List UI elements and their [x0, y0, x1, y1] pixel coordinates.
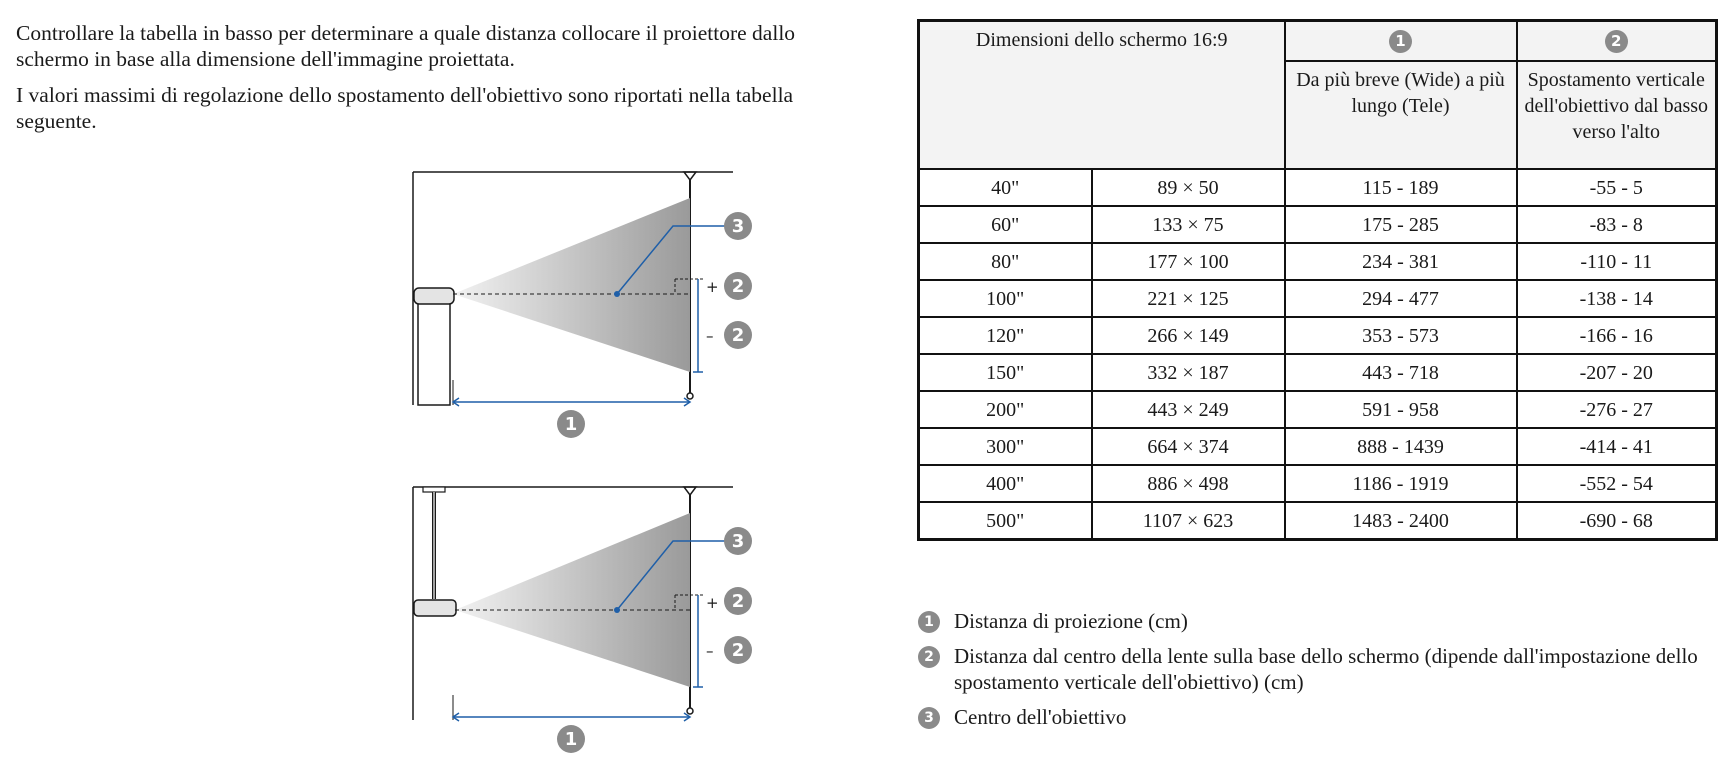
- cell-shift: -552 - 54: [1517, 465, 1717, 502]
- cell-distance: 443 - 718: [1285, 354, 1517, 391]
- callout-1-badge: [557, 725, 585, 753]
- cell-size: 150": [919, 354, 1092, 391]
- cell-distance: 1186 - 1919: [1285, 465, 1517, 502]
- cell-distance: 115 - 189: [1285, 169, 1517, 206]
- svg-text:3: 3: [731, 216, 745, 237]
- cell-dims: 886 × 498: [1092, 465, 1285, 502]
- table-row: [919, 428, 1717, 465]
- ceiling-plate: [423, 487, 445, 492]
- cell-distance: 175 - 285: [1285, 206, 1517, 243]
- cell-shift: -276 - 27: [1517, 391, 1717, 428]
- cell-distance: 234 - 381: [1285, 243, 1517, 280]
- table-row: [919, 280, 1717, 317]
- callout-2-badge-minus: [724, 321, 752, 349]
- minus-sign: –: [706, 642, 714, 660]
- svg-text:3: 3: [731, 531, 745, 552]
- cell-size: 400": [919, 465, 1092, 502]
- circled-number-2-icon: 2: [918, 646, 940, 668]
- projection-distance-table: [917, 19, 1718, 541]
- screen-mount-icon: [684, 172, 696, 180]
- svg-text:2: 2: [731, 325, 745, 346]
- intro-paragraph-2: I valori massimi di regolazione dello spostamento dell'obiettivo sono riportati nella tabella seguente.: [16, 83, 794, 133]
- header-projection-distance: Da più breve (Wide) a più lungo (Tele): [1285, 61, 1517, 169]
- legend-text: Distanza dal centro della lente sulla base dello schermo (dipende dall'impostazione dello spostamento verticale dell'obiettivo) (cm): [954, 644, 1698, 694]
- projector-icon: [414, 600, 456, 616]
- svg-text:2: 2: [731, 276, 745, 297]
- svg-text:2: 2: [731, 591, 745, 612]
- callout-2-badge-minus: [724, 636, 752, 664]
- circled-number-1-icon: 1: [1389, 30, 1412, 53]
- callout-2-badge-plus: [724, 587, 752, 615]
- cell-shift: -690 - 68: [1517, 502, 1717, 540]
- circled-number-3-icon: 3: [918, 707, 940, 729]
- cell-distance: 1483 - 2400: [1285, 502, 1517, 540]
- cell-size: 80": [919, 243, 1092, 280]
- intro-paragraph-1: Controllare la tabella in basso per determinare a quale distanza collocare il proiettore dallo schermo in base alla dimensione dell'immagine proiettata.: [16, 21, 796, 71]
- cell-dims: 266 × 149: [1092, 317, 1285, 354]
- cell-shift: -110 - 11: [1517, 243, 1717, 280]
- projection-diagram-ceiling: [405, 475, 765, 765]
- intro-text: [16, 20, 816, 144]
- callout-2-badge-plus: [724, 272, 752, 300]
- plus-sign: +: [706, 278, 719, 296]
- cell-dims: 664 × 374: [1092, 428, 1285, 465]
- projector-icon: [414, 288, 454, 304]
- legend-item: [918, 704, 1718, 730]
- light-beam: [453, 198, 690, 372]
- cell-size: 200": [919, 391, 1092, 428]
- cell-size: 120": [919, 317, 1092, 354]
- cell-dims: 89 × 50: [1092, 169, 1285, 206]
- svg-text:1: 1: [564, 414, 578, 435]
- cell-distance: 591 - 958: [1285, 391, 1517, 428]
- circled-number-1-icon: 1: [918, 611, 940, 633]
- cell-dims: 332 × 187: [1092, 354, 1285, 391]
- cell-size: 40": [919, 169, 1092, 206]
- cell-dims: 1107 × 623: [1092, 502, 1285, 540]
- header-col1-number: [1285, 21, 1517, 62]
- plus-sign: +: [706, 594, 719, 612]
- table-row: [919, 465, 1717, 502]
- cell-dims: 177 × 100: [1092, 243, 1285, 280]
- header-screen-size: Dimensioni dello schermo 16:9: [919, 21, 1285, 170]
- cell-size: 60": [919, 206, 1092, 243]
- projection-diagram-floor: [405, 160, 765, 450]
- svg-text:2: 2: [731, 640, 745, 661]
- cell-dims: 133 × 75: [1092, 206, 1285, 243]
- table-row: [919, 169, 1717, 206]
- cell-size: 500": [919, 502, 1092, 540]
- cell-dims: 443 × 249: [1092, 391, 1285, 428]
- cell-distance: 294 - 477: [1285, 280, 1517, 317]
- cell-shift: -166 - 16: [1517, 317, 1717, 354]
- minus-sign: –: [706, 327, 714, 345]
- table-row: [919, 391, 1717, 428]
- table-row: [919, 354, 1717, 391]
- legend-item: [918, 643, 1718, 695]
- table-row: [919, 243, 1717, 280]
- table-row: [919, 502, 1717, 540]
- cell-dims: 221 × 125: [1092, 280, 1285, 317]
- light-beam: [455, 513, 690, 687]
- circled-number-2-icon: 2: [1605, 30, 1628, 53]
- cell-shift: -207 - 20: [1517, 354, 1717, 391]
- legend: [918, 608, 1718, 739]
- callout-3-badge: [724, 212, 752, 240]
- cell-size: 100": [919, 280, 1092, 317]
- legend-item: [918, 608, 1718, 634]
- legend-text: Distanza di proiezione (cm): [954, 609, 1188, 633]
- header-col2-number: [1517, 21, 1717, 62]
- cell-shift: -414 - 41: [1517, 428, 1717, 465]
- header-lens-shift: Spostamento verticale dell'obiettivo dal basso verso l'alto: [1517, 61, 1717, 169]
- cell-shift: -83 - 8: [1517, 206, 1717, 243]
- projector-stand: [418, 303, 450, 405]
- screen-mount-icon: [684, 487, 696, 495]
- table-row: [919, 317, 1717, 354]
- callout-3-badge: [724, 527, 752, 555]
- table-row: [919, 206, 1717, 243]
- cell-shift: -138 - 14: [1517, 280, 1717, 317]
- legend-text: Centro dell'obiettivo: [954, 705, 1127, 729]
- svg-text:1: 1: [564, 729, 578, 750]
- callout-1-badge: [557, 410, 585, 438]
- cell-distance: 888 - 1439: [1285, 428, 1517, 465]
- cell-size: 300": [919, 428, 1092, 465]
- cell-shift: -55 - 5: [1517, 169, 1717, 206]
- cell-distance: 353 - 573: [1285, 317, 1517, 354]
